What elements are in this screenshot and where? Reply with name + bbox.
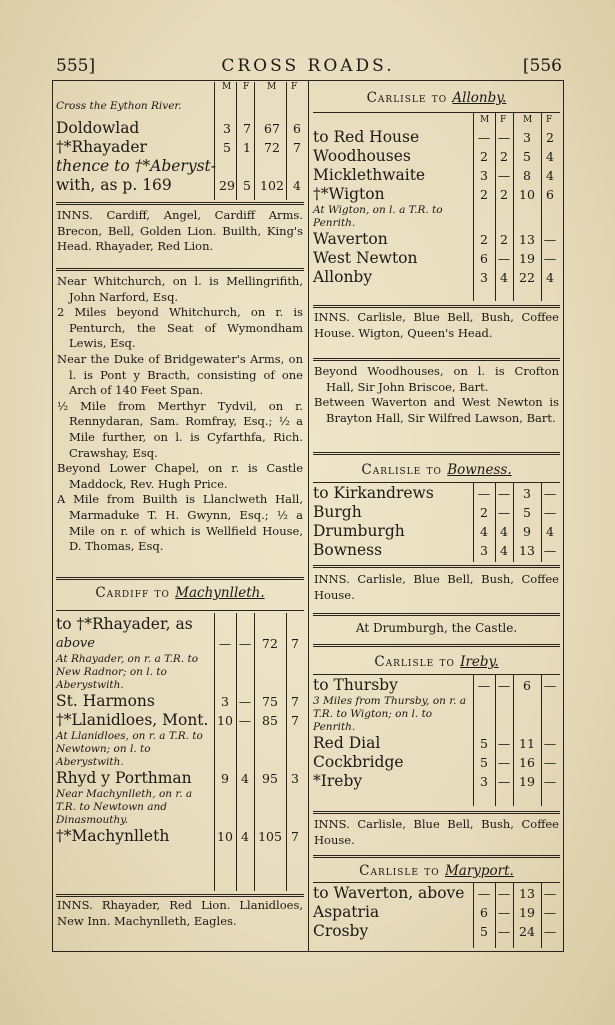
route-table	[54, 613, 306, 893]
route-row: †*Llanidloes, Mont. 10 — 85 7	[56, 711, 299, 729]
route-table-continued	[54, 82, 306, 202]
right-column	[311, 80, 562, 950]
left-column	[54, 80, 306, 950]
note-paragraph: Near the Duke of Bridgewater's Arms, on l. is Pont y Bracth, consisting of one Arch of 140 Feet Span.	[57, 351, 303, 398]
route-row: Burgh 2 — 5 —	[313, 503, 557, 521]
route-row: St. Harmons 3 — 75 7	[56, 692, 299, 710]
inns-text: INNS. Rhayader, Red Lion. Llanidloes, New Inn. Machynlleth, Eagles.	[57, 898, 303, 928]
route-row: Allonby 3 4 22 4	[313, 268, 554, 286]
section-rule	[313, 855, 560, 858]
inns-text: INNS. Carlisle, Blue Bell, Bush, Coffee House.	[314, 572, 559, 602]
section-rule	[313, 644, 560, 647]
section-rule	[313, 565, 560, 568]
note-paragraph: 2 Miles beyond Whitchurch, on r. is Penturch, the Seat of Wymondham Lewis, Esq.	[57, 305, 303, 351]
note-paragraph: ½ Mile from Merthyr Tydvil, on r. Rennydaran, Sam. Romfray, Esq.; ½ a Mile further, on l. is Cyfarthfa, Rich. Crawshay, Esq.	[57, 398, 303, 460]
col-head-m: M	[267, 82, 277, 92]
section-rule	[313, 452, 560, 455]
route-note: At Drumburgh, the Castle.	[355, 621, 518, 635]
route-row: to Kirkandrews — — 3 —	[313, 484, 557, 502]
route-row: above — — 72 7	[56, 636, 299, 651]
route-row: Woodhouses 2 2 5 4	[313, 147, 554, 165]
route-title-from: Carlisle to	[374, 654, 455, 670]
route-table	[311, 882, 562, 948]
page-header	[52, 54, 564, 80]
route-note-row: At Llanidloes, on r. a T.R. to Newtown; on l. to Aberystwith.	[56, 730, 203, 768]
section-rule	[313, 305, 560, 308]
route-title-from: Carlisle to	[366, 90, 448, 106]
note-paragraph: Beyond Lower Chapel, on r. is Castle Maddock, Rev. Hugh Price.	[57, 461, 303, 491]
route-note-row: Cross the Eython River.	[56, 100, 182, 112]
route-row: †*Wigton 2 2 10 6	[313, 185, 554, 203]
inns-text: INNS. Carlisle, Blue Bell, Bush, Coffee House.	[314, 817, 559, 847]
route-row: thence to †*Aberyst-	[56, 157, 217, 175]
route-row: Bowness 3 4 13 —	[313, 541, 557, 559]
col-head-m: M	[523, 115, 533, 125]
route-row: *Ireby 3 — 19 —	[313, 772, 557, 790]
route-row: †*Machynlleth 10 4 105 7	[56, 827, 299, 845]
route-row: with, as p. 169 29 5 102 4	[56, 176, 301, 194]
route-title-to: Bowness.	[447, 462, 512, 478]
page-number-right: [556	[522, 56, 562, 76]
notes-block	[314, 364, 559, 426]
route-note-row: At Rhayader, on r. a T.R. to New Radnor; on l. to Aberystwith.	[56, 653, 199, 691]
route-row: Rhyd y Porthman 9 4 95 3	[56, 769, 299, 787]
route-title-to: Ireby.	[460, 654, 499, 670]
col-head-f: F	[291, 82, 298, 92]
route-title-from: Carlisle to	[361, 462, 442, 478]
note-paragraph: Near Whitchurch, on l. is Mellingrifith, John Narford, Esq.	[57, 274, 303, 304]
route-title	[311, 90, 562, 106]
route-title	[54, 585, 306, 601]
section-rule	[56, 577, 304, 580]
page-title: CROSS ROADS.	[221, 56, 395, 76]
note-paragraph: Between Waverton and West Newton is Brayton Hall, Sir Wilfred Lawson, Bart.	[314, 395, 559, 425]
route-table	[311, 113, 562, 303]
page-number-left: 555]	[56, 56, 96, 76]
route-table	[311, 482, 562, 564]
col-head-f: F	[243, 82, 250, 92]
section-rule	[313, 811, 560, 814]
route-title-to: Machynlleth.	[175, 585, 265, 601]
route-title	[311, 462, 562, 478]
route-title	[311, 863, 562, 879]
route-row: to †*Rhayader, as	[56, 615, 193, 633]
route-title	[311, 654, 562, 670]
section-rule	[313, 358, 560, 361]
route-row: Aspatria 6 — 19 —	[313, 903, 557, 921]
route-row: to Red House — — 3 2	[313, 128, 554, 146]
route-row: to Waverton, above — — 13 —	[313, 884, 557, 902]
route-title-to: Allonby.	[452, 90, 507, 106]
column-divider	[308, 80, 309, 952]
route-title-to: Maryport.	[444, 863, 514, 879]
section-rule	[56, 610, 304, 611]
col-head-f: F	[546, 115, 553, 125]
col-head-m: M	[222, 82, 232, 92]
section-rule	[56, 202, 304, 205]
inns-text: INNS. Carlisle, Blue Bell, Bush, Coffee House. Wigton, Queen's Head.	[314, 310, 559, 340]
col-head-f: F	[500, 115, 507, 125]
route-row: †*Rhayader 5 1 72 7	[56, 138, 301, 156]
route-title-from: Cardiff to	[95, 585, 170, 601]
route-row: Red Dial 5 — 11 —	[313, 734, 557, 752]
route-row: to Thursby — — 6 —	[313, 676, 557, 694]
route-row: Crosby 5 — 24 —	[313, 922, 557, 940]
note-paragraph: A Mile from Builth is Llanclweth Hall, Marmaduke T. H. Gwynn, Esq.; ½ a Mile on r. of which is Wellfield House, D. Thomas, Esq.	[57, 492, 303, 554]
route-note-row: 3 Miles from Thursby, on r. a T.R. to Wigton; on l. to Penrith.	[313, 695, 467, 733]
route-note-row: At Wigton, on l. a T.R. to Penrith.	[313, 204, 443, 229]
notes-block	[57, 274, 303, 555]
route-note-row: Near Machynlleth, on r. a T.R. to Newtown and Dinasmouthy.	[56, 788, 193, 826]
route-table	[311, 674, 562, 808]
route-row: Micklethwaite 3 — 8 4	[313, 166, 554, 184]
section-rule	[56, 268, 304, 271]
inns-text: INNS. Cardiff, Angel, Cardiff Arms. Brecon, Bell, Golden Lion. Builth, King's Head. Rhayader, Red Lion.	[57, 208, 303, 254]
route-row: West Newton 6 — 19 —	[313, 249, 557, 267]
route-row: Waverton 2 2 13 —	[313, 230, 557, 248]
section-rule	[313, 613, 560, 616]
section-rule	[56, 894, 304, 897]
note-paragraph: Beyond Woodhouses, on l. is Crofton Hall, Sir John Briscoe, Bart.	[314, 364, 559, 394]
route-row: Doldowlad 3 7 67 6	[56, 119, 301, 137]
col-head-m: M	[480, 115, 490, 125]
route-row: Drumburgh 4 4 9 4	[313, 522, 554, 540]
route-title-from: Carlisle to	[359, 863, 440, 879]
route-row: Cockbridge 5 — 16 —	[313, 753, 557, 771]
